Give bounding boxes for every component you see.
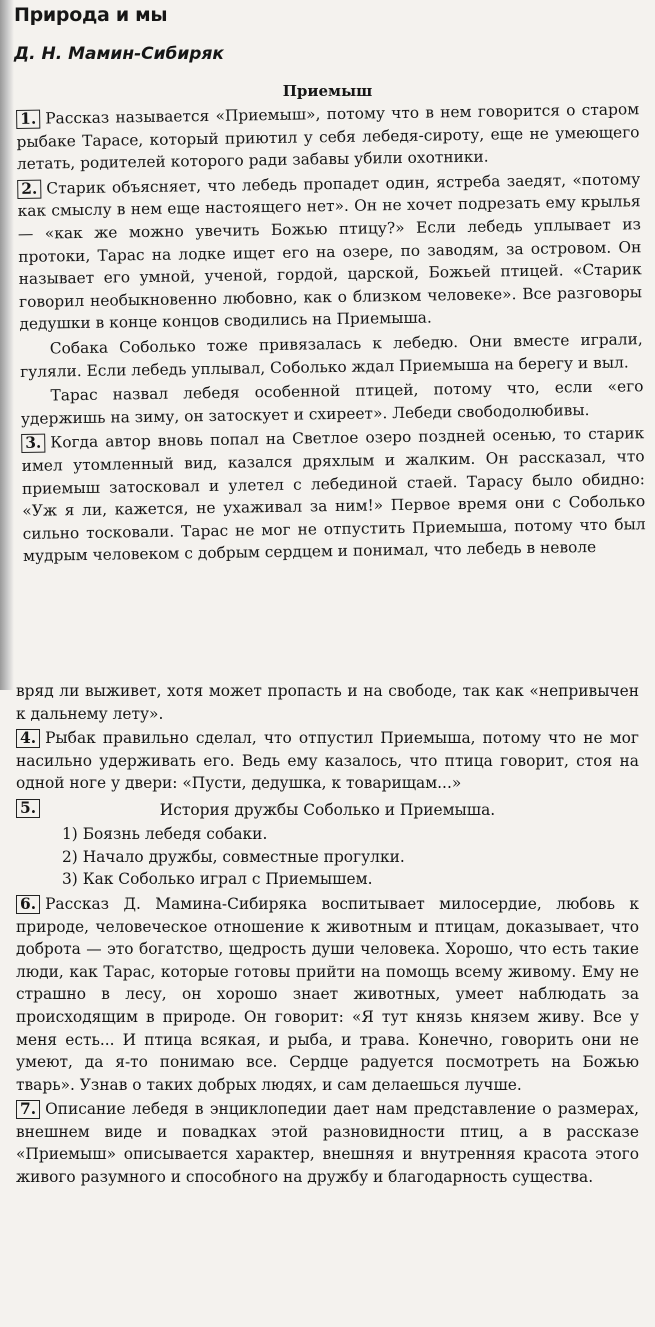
answer-text: Рассказ Д. Мамина-Сибиряка воспитывает милосердие, любовь к природе, человеческое отношение к животным и птицам, доказывает, что доброта — это богатство, щедрость души человека. Хорошо, что есть такие люди, как Тарас, которые готовы прийти на помощь всему живому. Ему не страшно в лесу, он хорошо знает животных, умеет наблюдать за происходящим в природе. Он говорит: «Я тут князь князем живу. Все у меня есть... И птица всякая, и рыба, и трава. Конечно, говорить они не умеют, да я-то понимаю все. Сердце радуется посмотреть на Божью тварь». Узнав о таких добрых людях, и сам делаешься лучше. [16, 894, 639, 1094]
answer-number: 4. [16, 729, 40, 748]
scan-edge-shadow [0, 0, 14, 690]
outline-title: История дружбы Соболько и Приемыша. [159, 800, 496, 819]
answer-number: 6. [16, 895, 40, 914]
answer-text: Старик объясняет, что лебедь пропадет один, ястреба заедят, «потому как смыслу в нем еще настоящего нет». Он не хочет подрезать ему крылья — «как же можно увечить Божью птицу?» Если лебедь уплывает из протоки, Тарас на лодке ищет его на озере, по заводям, за островом. Он называет его умной, ученой, гордой, царской, Божьей птицей. «Старик говорил необыкновенно любовно, как о близком человеке». Все разговоры дедушки в конце концов сводились на Приемыша. [17, 169, 643, 334]
outline-item: 3) Как Соболько играл с Приемышем. [62, 870, 373, 889]
answer-2-paragraph-3 [20, 375, 644, 430]
answers-block-top [16, 98, 646, 570]
answer-1 [16, 98, 640, 176]
answers-block-bottom [16, 680, 639, 1191]
answer-text: Собака Соболько тоже привязалась к лебедю. Они вместе играли, гуляли. Если лебедь уплывал, Соболько ждал Приемыша на берегу и выл. [19, 330, 643, 381]
answer-7 [16, 1098, 639, 1188]
answer-4 [16, 727, 639, 795]
answer-2-paragraph-2 [20, 328, 644, 383]
answer-2 [17, 168, 642, 336]
answer-text: Когда автор вновь попал на Светлое озеро поздней осенью, то старик имел утомленный вид, казался дряхлым и жалким. Он рассказал, что приемыш затосковал и улетел с лебединой стаей. Тарасу было обидно: «Уж я ли, кажется, не ухаживал за ним!» Первое время они с Соболько сильно тосковали. Тарас не мог не отпустить Приемыша, потому что был мудрым человеком с добрым сердцем и понимал, что лебедь в неволе [21, 424, 646, 566]
section-title: Природа и мы [14, 4, 168, 26]
answer-text: Тарас назвал лебедя особенной птицей, потому что, если «его удержишь на зиму, он затоскует и схиреет». Лебеди свободолюбивы. [20, 377, 644, 428]
answer-text: Рыбак правильно сделал, что отпустил Приемыша, потому что не мог насильно удерживать его. Ведь ему казалось, что птица говорит, стоя на одной ноге у двери: «Пусти, дедушка, к товарищам...» [16, 729, 639, 793]
answer-number: 7. [16, 1100, 40, 1119]
answer-number: 3. [21, 434, 45, 453]
answer-3-continued [16, 680, 639, 725]
answer-6 [16, 893, 639, 1096]
author-name: Д. Н. Мамин-Сибиряк [14, 44, 224, 64]
answer-text: вряд ли выживет, хотя может пропасть и на свободе, так как «непривычен к дальнему лету». [16, 682, 639, 723]
outline-item: 1) Боязнь лебедя собаки. [62, 825, 268, 844]
answer-text: Рассказ называется «Приемыш», потому что в нем говорится о старом рыбаке Тарасе, который приютил у себя лебедя-сироту, еще не умеющего летать, родителей которого ради забавы убили охотники. [16, 100, 640, 174]
answer-number: 5. [16, 799, 40, 818]
answer-text: Описание лебедя в энциклопедии дает нам представление о размерах, внешнем виде и повадках этой разновидности птиц, а в рассказе «Приемыш» описывается характер, внешняя и внутренняя красота этого живого разумного и способного на дружбу и благодарность существа. [16, 1100, 639, 1187]
answer-5 [16, 797, 639, 891]
answer-3 [21, 422, 646, 567]
outline-item: 2) Начало дружбы, совместные прогулки. [62, 847, 405, 866]
story-title: Приемыш [282, 82, 373, 100]
answer-number: 2. [17, 179, 41, 198]
answer-number: 1. [16, 110, 40, 129]
